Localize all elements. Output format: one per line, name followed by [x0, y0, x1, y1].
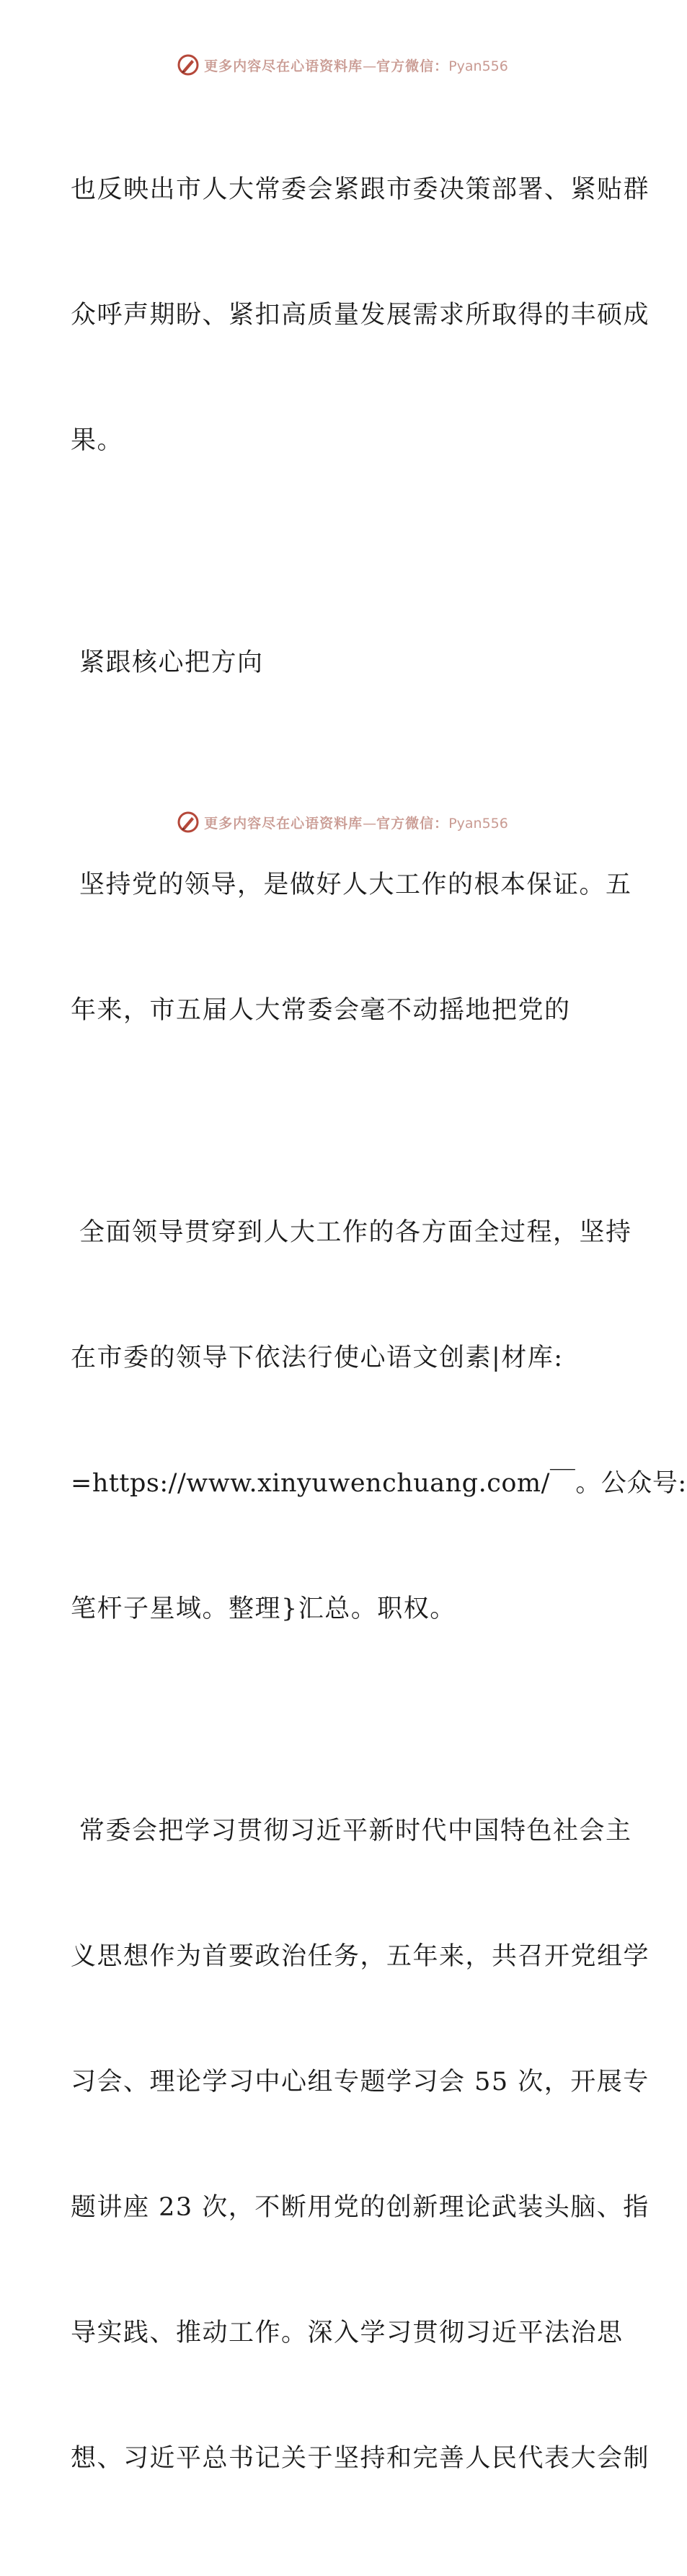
text-line: 紧跟核心把方向 [79, 648, 264, 677]
text-line: 常委会把学习贯彻习近平新时代中国特色社会主 [79, 1817, 632, 1845]
paragraph [71, 1726, 650, 2563]
footer-separator: — [363, 815, 377, 832]
paragraph [71, 1128, 687, 1713]
text-line: 年来，市五届人大常委会毫不动摇地把党的 [71, 996, 571, 1025]
text-line: 果。 [71, 426, 124, 455]
header-text [204, 56, 508, 75]
document-body [71, 85, 687, 2576]
header-wechat-label: 官方微信： [376, 58, 449, 74]
text-line: 众呼声期盼、紧扣高质量发展需求所取得的丰硕成 [71, 301, 650, 330]
footer-banner [0, 808, 685, 837]
footer-site-name: 更多内容尽在心语资料库 [204, 815, 363, 832]
footer-wechat-label: 官方微信： [376, 815, 449, 832]
header-banner [0, 50, 685, 79]
header-wechat-handle: Pyan556 [448, 58, 508, 74]
text-line: 题讲座 23 次，不断用党的创新理论武装头脑、指 [71, 2193, 650, 2222]
text-line: 在市委的领导下依法行使心语文创素|材库: [71, 1344, 564, 1372]
text-line: 笔杆子星域。整理}汇总。职权。 [71, 1594, 456, 1623]
text-line: 坚持党的领导，是做好人大工作的根本保证。五 [79, 870, 632, 899]
text-line: =https://www.xinyuwenchuang.com/￣。公众号: [71, 1469, 687, 1498]
text-line: 全面领导贯穿到人大工作的各方面全过程，坚持 [79, 1218, 632, 1247]
pen-logo-icon [177, 811, 200, 834]
header-site-name: 更多内容尽在心语资料库 [204, 58, 363, 74]
footer-text [204, 813, 508, 832]
header-separator: — [363, 58, 377, 74]
section-heading [71, 558, 619, 767]
pen-logo-icon [177, 53, 200, 76]
text-line: 也反映出市人大常委会紧跟市委决策部署、紧贴群 [71, 175, 650, 204]
text-line: 习会、理论学习中心组专题学习会 55 次，开展专 [71, 2068, 650, 2096]
paragraph [71, 85, 650, 545]
text-line: 导实践、推动工作。深入学习贯彻习近平法治思 [71, 2319, 624, 2347]
footer-wechat-handle: Pyan556 [448, 815, 508, 832]
text-line: 义思想作为首要政治任务，五年来，共召开党组学 [71, 1942, 650, 1971]
text-line: 想、习近平总书记关于坚持和完善人民代表大会制 [71, 2444, 650, 2473]
